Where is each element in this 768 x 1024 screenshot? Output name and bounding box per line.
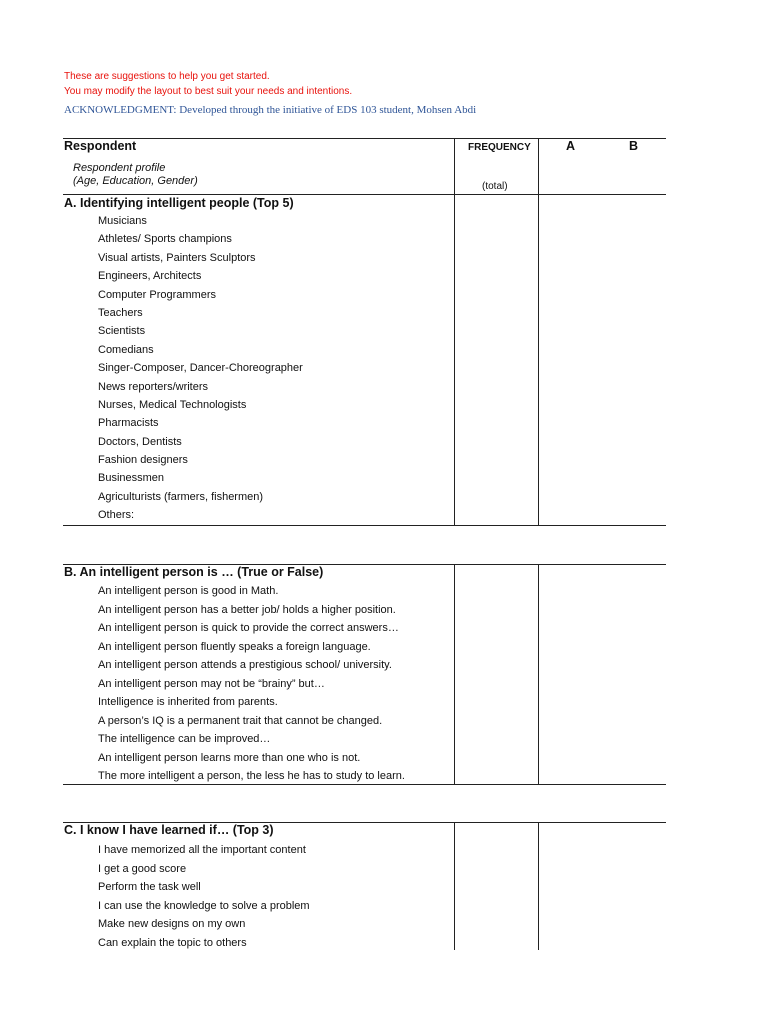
section-c-ab-rule <box>538 822 539 950</box>
list-item: Teachers <box>98 306 143 319</box>
list-item: Engineers, Architects <box>98 270 202 283</box>
list-item: Intelligence is inherited from parents. <box>98 696 278 708</box>
respondent-heading: Respondent <box>64 139 137 153</box>
modify-note: You may modify the layout to best suit your needs and intentions. <box>64 86 353 97</box>
respondent-profile-fields: (Age, Education, Gender) <box>73 175 198 187</box>
section-c-title: C. I know I have learned if… (Top 3) <box>64 823 274 837</box>
list-item: Make new designs on my own <box>98 918 246 930</box>
list-item: I have memorized all the important content <box>98 844 306 856</box>
column-b-heading: B <box>629 139 639 153</box>
list-item: The more intelligent a person, the less he has to study to learn. <box>98 770 405 782</box>
list-item: Doctors, Dentists <box>98 435 182 448</box>
total-label: (total) <box>482 181 508 192</box>
section-a-bottom-rule <box>63 525 666 526</box>
list-item: Pharmacists <box>98 417 159 430</box>
list-item: Comedians <box>98 343 154 356</box>
list-item: The intelligence can be improved… <box>98 733 271 745</box>
list-item: An intelligent person may not be “brainy” but… <box>98 677 325 690</box>
section-b-ab-rule <box>538 564 539 784</box>
frequency-heading: FREQUENCY <box>468 142 531 153</box>
list-item: Singer-Composer, Dancer-Choreographer <box>98 362 303 375</box>
list-item: I get a good score <box>98 862 187 875</box>
list-item: An intelligent person is good in Math. <box>98 585 279 597</box>
list-item: Visual artists, Painters Sculptors <box>98 251 256 264</box>
list-item: Others: <box>98 509 135 522</box>
list-item: Fashion designers <box>98 454 188 467</box>
list-item: Businessmen <box>98 472 165 485</box>
list-item: Athletes/ Sports champions <box>98 233 232 246</box>
suggestion-note: These are suggestions to help you get started. <box>64 71 270 82</box>
list-item: An intelligent person attends a prestigious school/ university. <box>98 659 392 671</box>
acknowledgment: ACKNOWLEDGMENT: Developed through the initiative of EDS 103 student, Mohsen Abdi <box>64 104 477 116</box>
list-item: Can explain the topic to others <box>98 936 247 949</box>
section-b-list <box>98 582 405 786</box>
list-item: An intelligent person fluently speaks a foreign language. <box>98 640 371 653</box>
list-item: An intelligent person is quick to provide the correct answers… <box>98 622 399 634</box>
section-a-list <box>98 212 303 525</box>
section-a-title: A. Identifying intelligent people (Top 5) <box>64 196 294 210</box>
list-item: Musicians <box>98 215 147 227</box>
list-item: News reporters/writers <box>98 380 209 393</box>
list-item: Perform the task well <box>98 881 201 893</box>
list-item: Nurses, Medical Technologists <box>98 398 247 411</box>
frequency-column-rule <box>454 138 455 525</box>
list-item: A person’s IQ is a permanent trait that cannot be changed. <box>98 714 383 727</box>
respondent-profile-label: Respondent profile <box>73 162 166 174</box>
column-a-heading: A <box>566 139 576 153</box>
section-b-title: B. An intelligent person is … (True or False) <box>64 565 324 579</box>
list-item: An intelligent person has a better job/ holds a higher position. <box>98 603 396 616</box>
section-c-frequency-rule <box>454 822 455 950</box>
list-item: Agriculturists (farmers, fishermen) <box>98 490 264 503</box>
list-item: I can use the knowledge to solve a problem <box>98 899 310 912</box>
header-bottom-rule <box>63 194 666 195</box>
ab-column-rule <box>538 138 539 525</box>
list-item: An intelligent person learns more than one who is not. <box>98 751 361 764</box>
section-b-frequency-rule <box>454 564 455 784</box>
list-item: Computer Programmers <box>98 288 216 301</box>
header-top-rule <box>63 138 666 139</box>
section-c-list <box>98 841 310 952</box>
list-item: Scientists <box>98 325 146 338</box>
section-b-bottom-rule <box>63 784 666 785</box>
